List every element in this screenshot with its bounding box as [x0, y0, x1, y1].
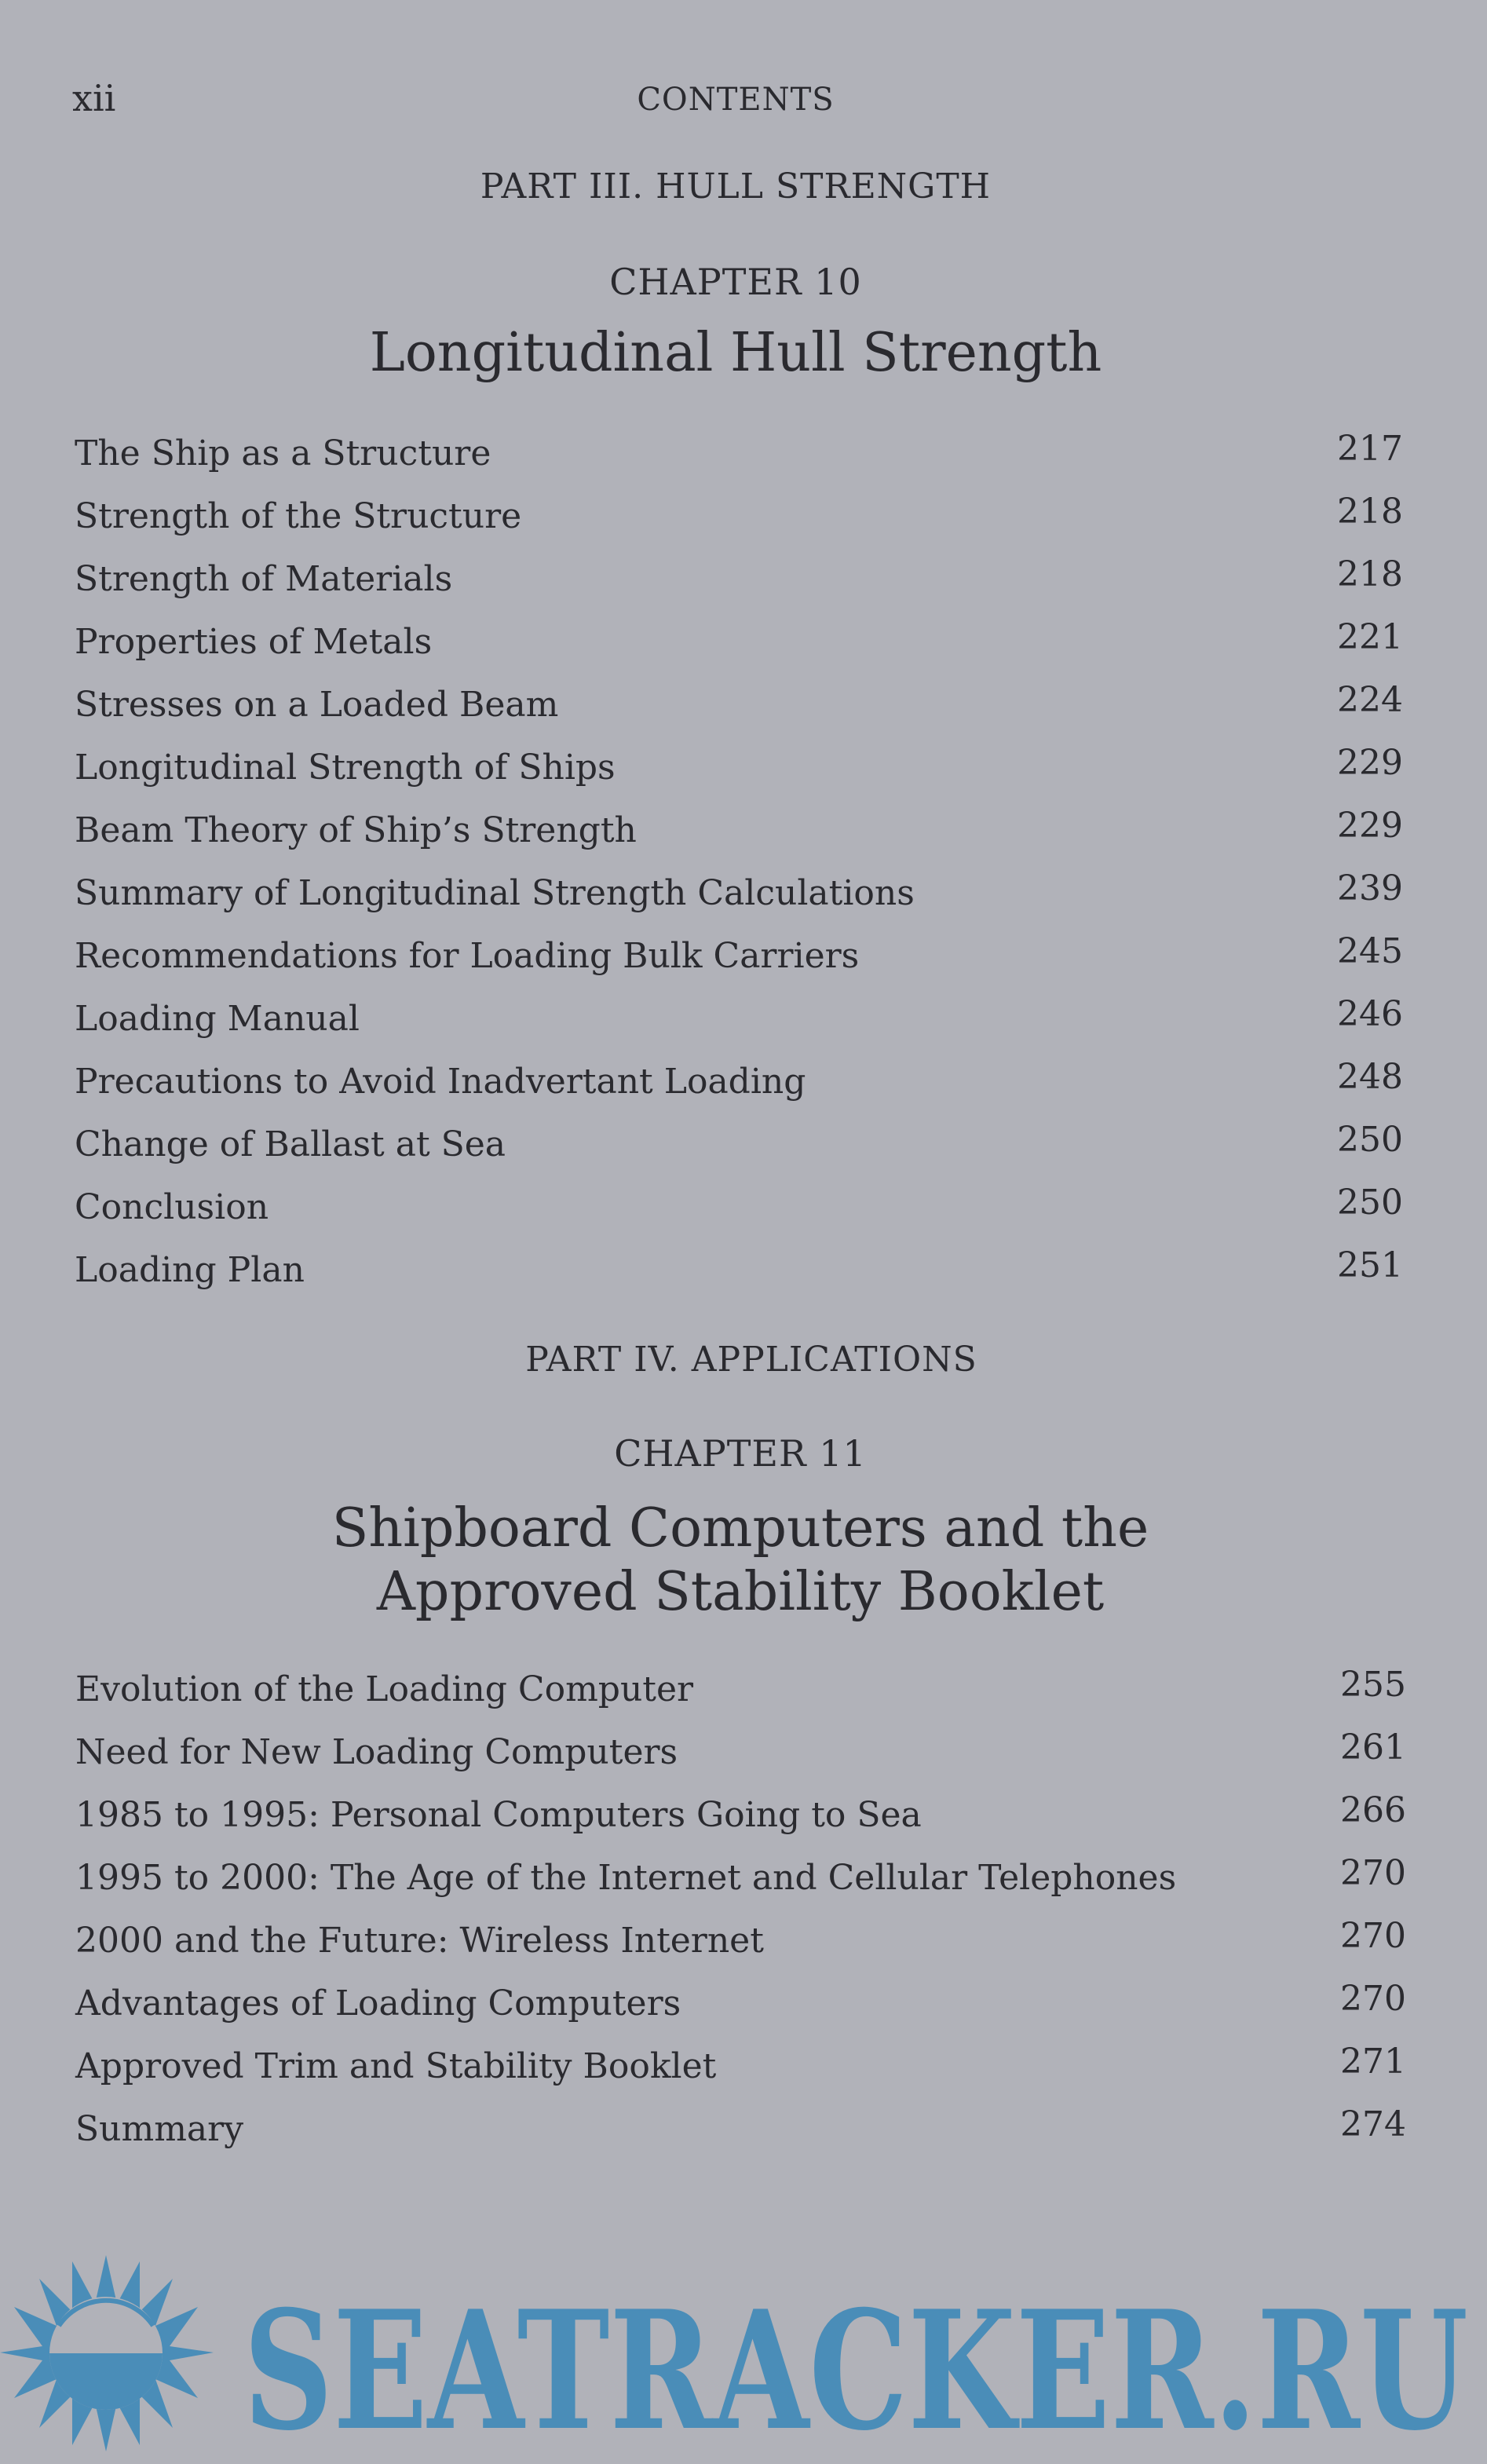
toc-entry-title: Conclusion [75, 1187, 269, 1227]
chapter-title-line-2: Approved Stability Booklet [376, 1561, 1105, 1623]
toc-entry-title: Loading Manual [75, 999, 360, 1039]
toc-entry-title: Beam Theory of Ship’s Strength [75, 810, 637, 850]
toc-entry [75, 680, 1403, 748]
toc-entry-title: Loading Plan [75, 1250, 305, 1290]
toc-entry-page: 250 [1337, 1183, 1403, 1223]
chapter-label: CHAPTER 11 [614, 1432, 867, 1475]
toc-entry-title: Strength of Materials [75, 559, 453, 599]
toc-entry-page: 271 [1340, 2042, 1406, 2082]
toc-entry-page: 246 [1337, 994, 1403, 1034]
toc-entry-page: 221 [1337, 617, 1403, 657]
toc-entry-title: Summary of Longitudinal Strength Calculations [75, 873, 915, 913]
toc-entry [75, 1120, 1403, 1187]
toc-entry-title: Longitudinal Strength of Ships [75, 748, 616, 788]
toc-entry-page: 229 [1337, 743, 1403, 783]
toc-entry [75, 806, 1403, 873]
toc-entry [75, 1727, 1406, 1795]
toc-entry-title: 1995 to 2000: The Age of the Internet and Cellular Telephones [75, 1858, 1177, 1898]
toc-entry-page: 270 [1340, 1979, 1406, 2019]
part-heading: PART IV. APPLICATIONS [525, 1340, 977, 1380]
toc-entry-page: 248 [1337, 1057, 1403, 1097]
toc-entry [75, 994, 1403, 1062]
toc-entry-title: Stresses on a Loaded Beam [75, 685, 559, 725]
toc-entry-title: Recommendations for Loading Bulk Carriers [75, 936, 860, 976]
toc-entry [75, 1979, 1406, 2046]
toc-entry-title: Change of Ballast at Sea [75, 1124, 506, 1164]
toc-entry-title: Advantages of Loading Computers [75, 1983, 681, 2023]
page-number: xii [72, 77, 116, 119]
toc-entry-page: 266 [1340, 1790, 1406, 1830]
toc-entry [75, 868, 1403, 936]
toc-entry-title: The Ship as a Structure [75, 433, 491, 473]
toc-entry-title: Summary [75, 2109, 244, 2149]
toc-entry-page: 239 [1337, 868, 1403, 908]
toc-entry-page: 218 [1337, 554, 1403, 594]
toc-entry [75, 1057, 1403, 1124]
toc-entry-page: 251 [1337, 1245, 1403, 1285]
toc-entry-title: Precautions to Avoid Inadvertant Loading [75, 1062, 806, 1102]
chapter-label: CHAPTER 10 [609, 261, 862, 303]
toc-entry [75, 743, 1403, 810]
toc-entry-page: 245 [1337, 931, 1403, 971]
toc-entry [75, 1183, 1403, 1250]
toc-entry-page: 270 [1340, 1853, 1406, 1893]
toc-entry-title: Evolution of the Loading Computer [75, 1669, 694, 1709]
toc-list [75, 429, 1403, 1313]
part-heading: PART III. HULL STRENGTH [480, 166, 992, 207]
running-head: CONTENTS [637, 82, 835, 118]
toc-entry [75, 1853, 1406, 1921]
toc-list [75, 1665, 1406, 2172]
toc-entry-title: Need for New Loading Computers [75, 1732, 678, 1772]
toc-entry-page: 261 [1340, 1727, 1406, 1768]
sun-icon [0, 2255, 214, 2451]
toc-entry-title: Approved Trim and Stability Booklet [75, 2046, 717, 2086]
toc-entry-title: Strength of the Structure [75, 496, 522, 536]
toc-entry-page: 224 [1337, 680, 1403, 720]
watermark-logo [0, 2246, 1487, 2464]
toc-entry-page: 218 [1337, 492, 1403, 532]
toc-entry-title: 1985 to 1995: Personal Computers Going to Sea [75, 1795, 922, 1835]
toc-entry [75, 931, 1403, 999]
toc-entry [75, 429, 1403, 496]
chapter-title: Longitudinal Hull Strength [369, 322, 1102, 384]
toc-entry-title: 2000 and the Future: Wireless Internet [75, 1921, 764, 1961]
toc-entry-page: 274 [1340, 2104, 1406, 2144]
watermark-text: SEATRACKER.RU [243, 2276, 1468, 2464]
toc-entry [75, 1245, 1403, 1313]
toc-entry [75, 1916, 1406, 1983]
toc-entry-page: 217 [1337, 429, 1403, 469]
toc-entry [75, 554, 1403, 622]
chapter-title-line-1: Shipboard Computers and the [331, 1497, 1149, 1559]
toc-entry-page: 270 [1340, 1916, 1406, 1956]
toc-entry [75, 492, 1403, 559]
toc-entry-title: Properties of Metals [75, 622, 433, 662]
toc-entry-page: 250 [1337, 1120, 1403, 1160]
toc-entry [75, 2042, 1406, 2109]
toc-entry-page: 255 [1340, 1665, 1406, 1705]
toc-entry [75, 2104, 1406, 2172]
toc-entry [75, 1665, 1406, 1732]
toc-entry [75, 617, 1403, 685]
toc-entry-page: 229 [1337, 806, 1403, 846]
toc-entry [75, 1790, 1406, 1858]
